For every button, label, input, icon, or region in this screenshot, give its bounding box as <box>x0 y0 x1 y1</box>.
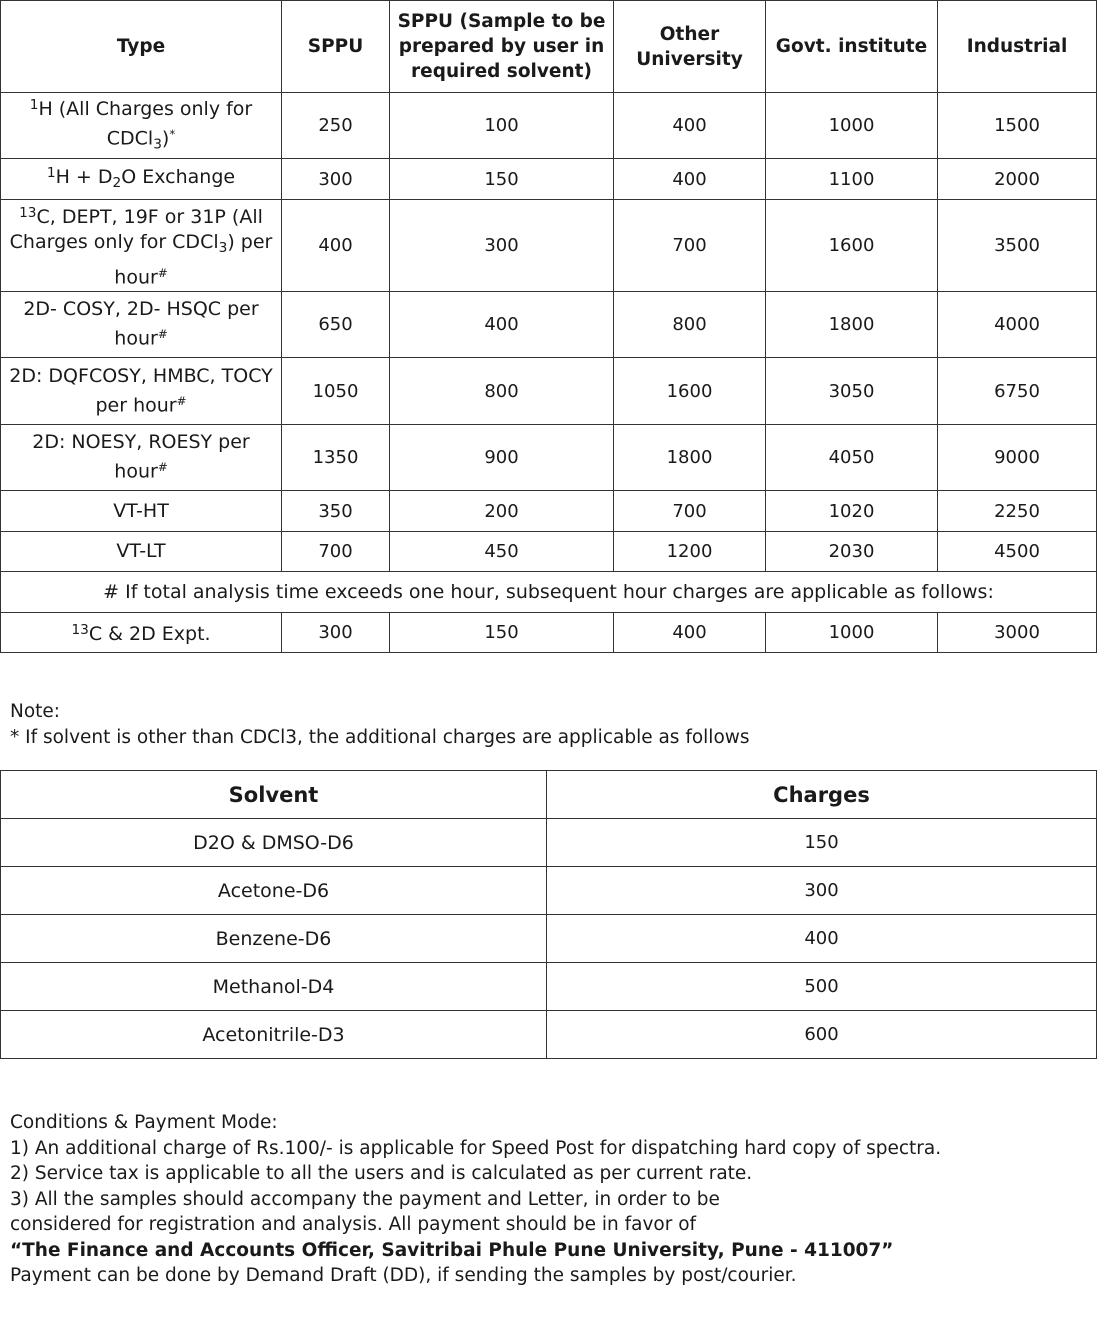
cell-other-university: 1800 <box>614 425 766 491</box>
row-type-label: 2D- COSY, 2D- HSQC per hour# <box>1 292 282 358</box>
table-row <box>1 358 1097 425</box>
solvent-name: D2O & DMSO-D6 <box>1 819 547 867</box>
cell-govt-institute: 1020 <box>766 491 938 532</box>
cell-sppu-user: 150 <box>390 613 614 653</box>
header-sppu: SPPU <box>282 1 390 93</box>
table-row <box>1 292 1097 358</box>
subsequent-hour-note: # If total analysis time exceeds one hour, subsequent hour charges are applicable as follows: <box>1 572 1097 613</box>
cell-sppu-user: 400 <box>390 292 614 358</box>
table-row <box>1 867 1097 915</box>
cell-industrial: 4500 <box>938 532 1097 572</box>
cell-other-university: 400 <box>614 159 766 200</box>
header-govt-institute: Govt. institute <box>766 1 938 93</box>
row-type-label: VT-LT <box>1 532 282 572</box>
table-row <box>1 93 1097 159</box>
cell-govt-institute: 4050 <box>766 425 938 491</box>
table-row <box>1 532 1097 572</box>
cell-industrial: 4000 <box>938 292 1097 358</box>
table-row <box>1 963 1097 1011</box>
table-row <box>1 1011 1097 1059</box>
row-type-label: $^1$H (All Charges only for CDCl$_3$)* <box>1 93 282 159</box>
cell-industrial: 3000 <box>938 613 1097 653</box>
table-row <box>1 200 1097 292</box>
solvent-name: Acetonitrile-D3 <box>1 1011 547 1059</box>
cell-other-university: 400 <box>614 93 766 159</box>
header-sppu-user-prepared: SPPU (Sample to be prepared by user in required solvent) <box>390 1 614 93</box>
cell-sppu: 250 <box>282 93 390 159</box>
cell-other-university: 700 <box>614 200 766 292</box>
header-type: Type <box>1 1 282 93</box>
cell-sppu: 300 <box>282 159 390 200</box>
cell-sppu: 1350 <box>282 425 390 491</box>
solvent-name: Acetone-D6 <box>1 867 547 915</box>
cell-sppu-user: 300 <box>390 200 614 292</box>
charges-table-header <box>1 1 1097 93</box>
conditions-title: Conditions & Payment Mode: <box>10 1112 278 1133</box>
solvent-charge: 600 <box>547 1011 1097 1059</box>
note-title: Note: <box>10 701 61 722</box>
row-type-label: 2D: DQFCOSY, HMBC, TOCY per hour# <box>1 358 282 425</box>
row-type-label: $^{13}$C & 2D Expt. <box>1 613 282 653</box>
solvent-charge: 300 <box>547 867 1097 915</box>
cell-sppu: 350 <box>282 491 390 532</box>
cell-other-university: 1200 <box>614 532 766 572</box>
table-row <box>1 819 1097 867</box>
table-row <box>1 613 1097 653</box>
cell-industrial: 1500 <box>938 93 1097 159</box>
cell-industrial: 6750 <box>938 358 1097 425</box>
condition-line: Payment can be done by Demand Draft (DD), if sending the samples by post/courier. <box>10 1265 797 1286</box>
cell-sppu-user: 450 <box>390 532 614 572</box>
cell-sppu: 650 <box>282 292 390 358</box>
solvent-charge: 150 <box>547 819 1097 867</box>
condition-line: 3) All the samples should accompany the payment and Letter, in order to be <box>10 1188 720 1210</box>
cell-industrial: 9000 <box>938 425 1097 491</box>
condition-line: 2) Service tax is applicable to all the users and is calculated as per current rate. <box>10 1163 753 1184</box>
table-row <box>1 425 1097 491</box>
cell-other-university: 700 <box>614 491 766 532</box>
cell-industrial: 2250 <box>938 491 1097 532</box>
payee-name: “The Finance and Accounts Officer, Savitribai Phule Pune University, Pune - 411007” <box>10 1239 894 1261</box>
row-type-label: $^{13}$C, DEPT, 19F or 31P (All Charges only for CDCl$_3$) per hour# <box>1 200 282 292</box>
header-other-university: Other University <box>614 1 766 93</box>
cell-sppu-user: 150 <box>390 159 614 200</box>
table-row <box>1 159 1097 200</box>
condition-line: considered for registration and analysis. All payment should be in favor of <box>10 1214 697 1235</box>
header-industrial: Industrial <box>938 1 1097 93</box>
cell-sppu: 700 <box>282 532 390 572</box>
cell-govt-institute: 2030 <box>766 532 938 572</box>
cell-industrial: 3500 <box>938 200 1097 292</box>
conditions-section <box>10 1110 941 1289</box>
solvent-name: Benzene-D6 <box>1 915 547 963</box>
cell-other-university: 400 <box>614 613 766 653</box>
cell-sppu-user: 800 <box>390 358 614 425</box>
cell-govt-institute: 1600 <box>766 200 938 292</box>
cell-sppu: 400 <box>282 200 390 292</box>
cell-other-university: 1600 <box>614 358 766 425</box>
cell-industrial: 2000 <box>938 159 1097 200</box>
row-type-label: VT-HT <box>1 491 282 532</box>
table-row <box>1 491 1097 532</box>
row-type-label: 2D: NOESY, ROESY per hour# <box>1 425 282 491</box>
cell-govt-institute: 3050 <box>766 358 938 425</box>
condition-line: 1) An additional charge of Rs.100/- is applicable for Speed Post for dispatching hard copy of spectra. <box>10 1137 942 1159</box>
cell-govt-institute: 1000 <box>766 93 938 159</box>
header-solvent: Solvent <box>1 771 547 819</box>
header-charges: Charges <box>547 771 1097 819</box>
cell-govt-institute: 1100 <box>766 159 938 200</box>
solvent-charges-table <box>0 770 1097 1059</box>
charges-table <box>0 0 1097 653</box>
solvent-charge: 400 <box>547 915 1097 963</box>
cell-sppu-user: 200 <box>390 491 614 532</box>
cell-govt-institute: 1800 <box>766 292 938 358</box>
solvent-name: Methanol-D4 <box>1 963 547 1011</box>
cell-sppu-user: 900 <box>390 425 614 491</box>
note-section <box>10 699 750 750</box>
cell-other-university: 800 <box>614 292 766 358</box>
note-solvent-line: * If solvent is other than CDCl3, the additional charges are applicable as follows <box>10 726 750 748</box>
solvent-charge: 500 <box>547 963 1097 1011</box>
row-type-label: $^1H + D_2O$ Exchange <box>1 159 282 200</box>
solvent-table-header <box>1 771 1097 819</box>
table-row <box>1 915 1097 963</box>
cell-govt-institute: 1000 <box>766 613 938 653</box>
cell-sppu: 300 <box>282 613 390 653</box>
cell-sppu: 1050 <box>282 358 390 425</box>
subsequent-hour-note-row <box>1 572 1097 613</box>
cell-sppu-user: 100 <box>390 93 614 159</box>
